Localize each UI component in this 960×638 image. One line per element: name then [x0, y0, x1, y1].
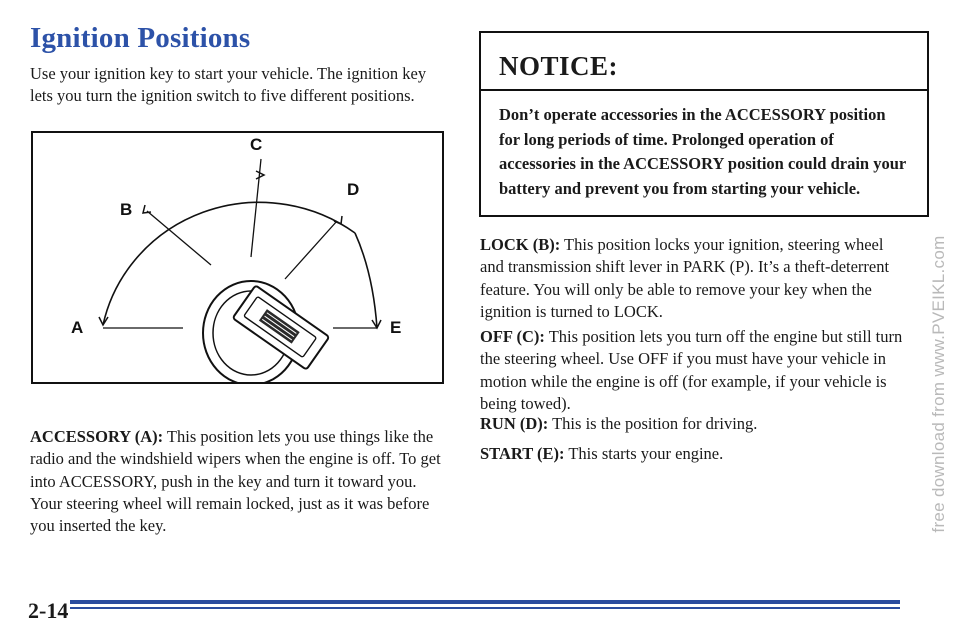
off-term: OFF (C): — [480, 327, 545, 346]
label-e: E — [390, 318, 402, 337]
page-title: Ignition Positions — [30, 22, 251, 54]
lock-text: This position locks your ignition, steering wheel and transmission shift lever in PARK (P). It’s a theft-deterrent feature. You will only be able to remove your key when the ignition is turned to LOCK. — [480, 235, 890, 321]
notice-body: Don’t operate accessories in the ACCESSORY position for long periods of time. Prolonged operation of accessories in the ACCESSORY position could drain your battery and prevent you from starting your vehicle. — [499, 105, 906, 198]
footer-rule-thin — [70, 607, 900, 609]
label-d: D — [347, 180, 360, 199]
label-b: B — [120, 200, 133, 219]
off-text: This position lets you turn off the engine but still turn the steering wheel. Use OFF if you must have your vehicle in motion while the engine is off (for example, if your vehicle is being towed). — [480, 327, 903, 413]
ignition-diagram — [31, 131, 444, 384]
rotation-arc-end — [355, 233, 377, 328]
footer-rule — [70, 600, 900, 612]
run-term: RUN (D): — [480, 414, 549, 433]
run-text: This is the position for driving. — [548, 414, 758, 433]
start-term: START (E): — [480, 444, 565, 463]
watermark — [918, 130, 960, 638]
accessory-paragraph — [30, 426, 450, 537]
notice-heading: NOTICE: — [481, 33, 927, 91]
label-c: C — [250, 135, 263, 154]
run-paragraph — [480, 413, 910, 435]
accessory-term: ACCESSORY (A): — [30, 427, 164, 446]
start-paragraph — [480, 443, 910, 465]
lock-term: LOCK (B): — [480, 235, 561, 254]
leader-d — [285, 221, 337, 279]
accessory-text: This position lets you use things like the radio and the windshield wipers when the engine is off. To get into ACCESSORY, push in the key and turn it toward you. Your steering wheel will remain locked, just as it was before you inserted the key. — [30, 427, 441, 536]
page-number: 2-14 — [28, 598, 69, 623]
start-text: This starts your engine. — [564, 444, 724, 463]
off-paragraph — [480, 326, 910, 415]
watermark-text: free download from www.PVEIKL.com — [929, 235, 948, 533]
ignition-switch-illustration — [33, 133, 442, 382]
notice-box — [479, 31, 929, 217]
intro-paragraph: Use your ignition key to start your vehicle. The ignition key lets you turn the ignition switch to five different positions. — [30, 64, 427, 105]
leader-c — [251, 159, 261, 257]
label-a: A — [71, 318, 84, 337]
footer-rule-thick — [70, 600, 900, 604]
lock-paragraph — [480, 234, 910, 323]
